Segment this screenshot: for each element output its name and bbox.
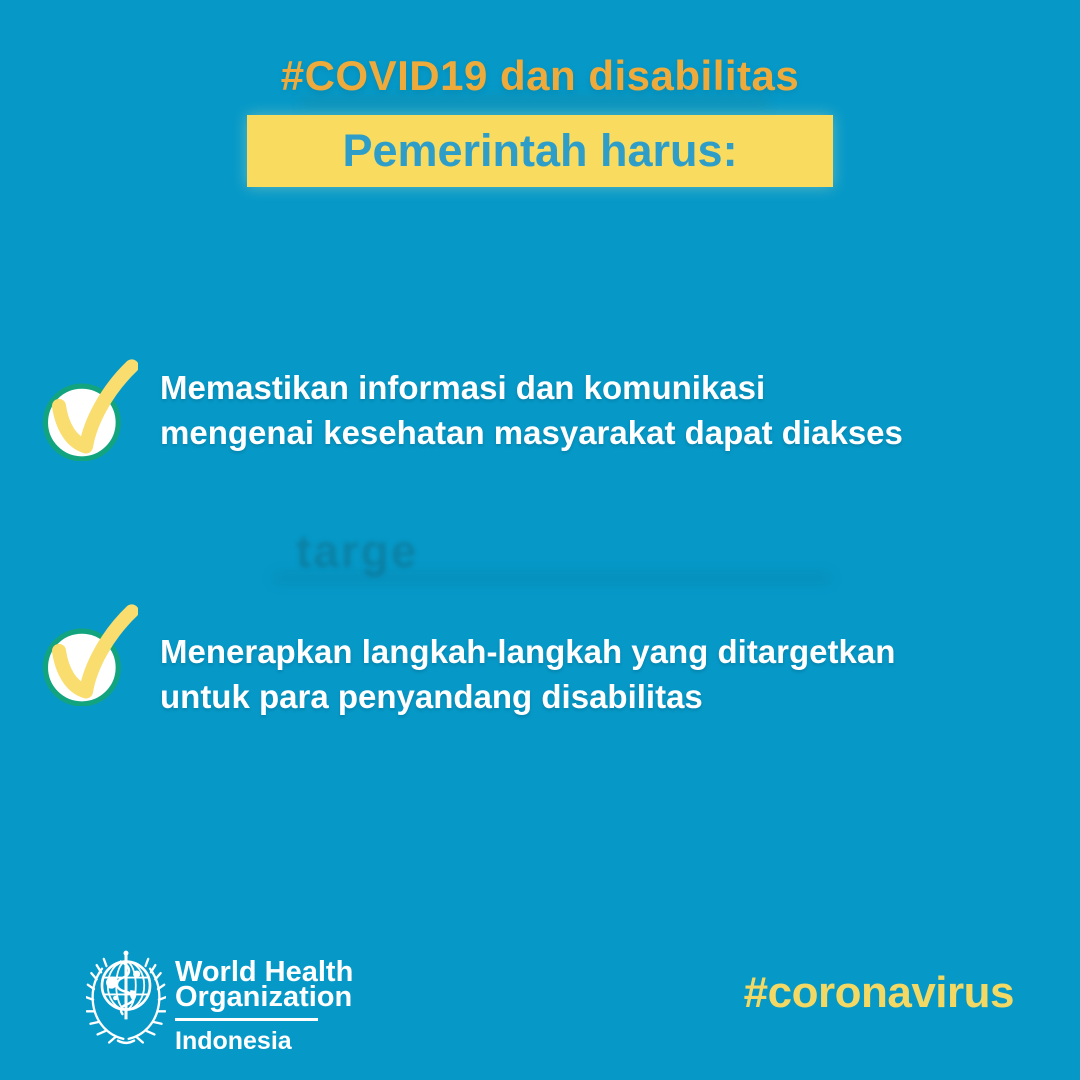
checklist-item-text xyxy=(160,629,1040,719)
coronavirus-hashtag: #coronavirus xyxy=(743,968,1014,1017)
checkmark-icon xyxy=(34,357,138,461)
who-logo-text xyxy=(175,948,353,1056)
who-logo-divider xyxy=(175,1018,318,1021)
who-region-label: Indonesia xyxy=(175,1027,292,1055)
checklist-item-text xyxy=(160,365,1040,455)
subtitle-banner xyxy=(247,115,833,187)
erased-ghost-text: targe xyxy=(296,525,419,577)
who-name-line: Organization xyxy=(175,981,353,1013)
who-emblem-icon xyxy=(86,948,166,1048)
subtitle-banner-text: Pemerintah harus: xyxy=(342,125,738,176)
checklist-item-line: untuk para penyandang disabilitas xyxy=(160,678,703,715)
erased-text-smudge xyxy=(300,97,770,107)
checklist-item-line: Menerapkan langkah-langkah yang ditargetkan xyxy=(160,633,896,670)
checkmark-icon xyxy=(34,602,138,706)
erased-text-smudge xyxy=(272,572,832,584)
checklist-item-line: mengenai kesehatan masyarakat dapat diakses xyxy=(160,414,903,451)
checklist-item-line: Memastikan informasi dan komunikasi xyxy=(160,369,766,406)
who-name-line: World Health xyxy=(175,956,354,988)
who-logo xyxy=(86,948,353,1056)
page-title: #COVID19 dan disabilitas xyxy=(280,52,800,99)
